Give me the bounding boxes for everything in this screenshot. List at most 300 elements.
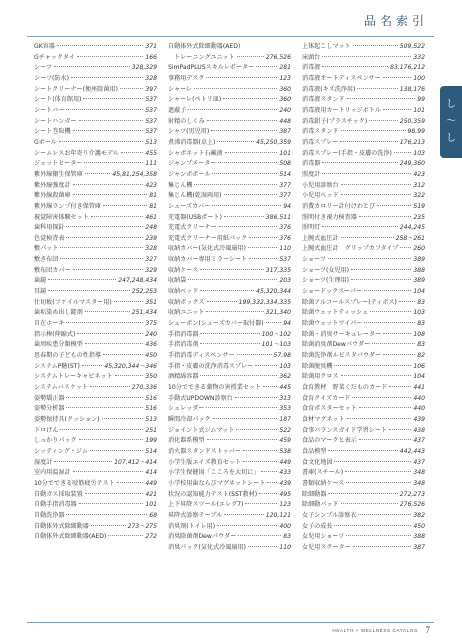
dot-leader	[85, 311, 130, 312]
index-entry[interactable]	[302, 330, 425, 341]
entry-term: ショーツ	[302, 256, 327, 264]
entry-term: 歯鏡	[34, 277, 47, 285]
index-entry[interactable]	[168, 266, 291, 277]
index-entry[interactable]	[168, 74, 291, 85]
index-entry[interactable]	[34, 202, 157, 213]
index-entry[interactable]	[168, 95, 291, 106]
index-entry[interactable]	[302, 127, 425, 138]
dot-leader	[90, 386, 130, 387]
index-entry[interactable]	[34, 490, 157, 501]
index-entry[interactable]	[34, 287, 157, 298]
index-entry[interactable]	[302, 106, 425, 117]
index-entry[interactable]	[302, 362, 425, 373]
index-entry[interactable]	[168, 383, 291, 394]
dot-leader	[359, 439, 412, 440]
index-entry[interactable]	[34, 522, 157, 533]
index-entry[interactable]	[302, 138, 425, 149]
entry-page-ref: 353	[279, 405, 291, 413]
index-entry[interactable]	[34, 106, 157, 117]
index-entry[interactable]	[302, 159, 425, 170]
index-entry[interactable]	[168, 213, 291, 224]
header-divider	[27, 36, 434, 37]
dot-leader	[235, 397, 278, 398]
index-entry[interactable]	[34, 223, 157, 234]
entry-term: 収納カバー(気化式冷風扇用)	[168, 245, 246, 253]
index-entry[interactable]	[34, 436, 157, 447]
dot-leader	[59, 141, 143, 142]
index-entry[interactable]	[34, 426, 157, 437]
entry-term: 10分でできる咬筋疲労テスト	[34, 479, 115, 487]
index-column-3	[302, 42, 425, 554]
entry-page-ref: 423	[145, 181, 157, 189]
dot-leader	[218, 162, 277, 163]
entry-term: 充電式クリーナー用紙パック	[168, 234, 248, 242]
entry-page-ref: 187	[279, 415, 291, 423]
entry-term: シートハンガー	[34, 117, 77, 125]
entry-page-ref: 440	[413, 405, 425, 413]
entry-page-ref: 513	[145, 415, 157, 423]
entry-term: シーツ(防水)	[34, 74, 69, 82]
entry-page-ref: 103	[413, 309, 425, 317]
entry-term: シューボン(シューズカバー取付器)	[168, 320, 264, 328]
index-entry[interactable]	[302, 170, 425, 181]
index-entry[interactable]	[302, 234, 425, 245]
entry-page-ref: 377	[279, 181, 291, 189]
dot-leader	[347, 418, 412, 419]
entry-page-ref: 98,99	[407, 128, 425, 136]
index-entry[interactable]	[34, 383, 157, 394]
dot-leader	[389, 386, 411, 387]
index-entry[interactable]	[302, 298, 425, 309]
index-entry[interactable]	[302, 53, 425, 64]
index-entry[interactable]	[168, 319, 291, 330]
entry-term: 消化器系模型	[168, 437, 205, 445]
dot-leader	[322, 162, 398, 163]
index-entry[interactable]	[168, 117, 291, 128]
dot-leader	[245, 503, 277, 504]
index-entry[interactable]	[34, 127, 157, 138]
index-entry[interactable]	[168, 479, 291, 490]
index-entry[interactable]	[34, 308, 157, 319]
dot-leader	[341, 237, 394, 238]
entry-term: 手指消毒器	[168, 330, 199, 338]
index-entry[interactable]	[34, 170, 157, 181]
dot-leader	[71, 77, 143, 78]
entry-page-ref: 328,329	[131, 64, 157, 72]
index-entry[interactable]	[34, 532, 157, 543]
index-entry[interactable]	[34, 468, 157, 479]
footer-divider	[27, 622, 434, 623]
entry-page-ref: 421	[145, 490, 157, 498]
index-entry[interactable]	[168, 340, 291, 351]
dot-leader	[85, 493, 144, 494]
index-entry[interactable]	[168, 415, 291, 426]
index-entry[interactable]	[34, 234, 157, 245]
dot-leader	[243, 461, 277, 462]
entry-term: 収納ベッド	[168, 288, 199, 296]
index-entry[interactable]	[302, 372, 425, 383]
dot-leader	[117, 482, 144, 483]
entry-page-ref: 108	[413, 330, 425, 338]
entry-page-ref: 45,320,344	[256, 288, 291, 296]
index-entry[interactable]	[168, 500, 291, 511]
entry-term: 集じん機(乾湿両用)	[168, 192, 222, 200]
index-entry[interactable]	[34, 500, 157, 511]
entry-term: 食材マグネット	[302, 415, 345, 423]
entry-page-ref: 327	[145, 256, 157, 264]
dot-leader	[219, 226, 278, 227]
index-entry[interactable]	[34, 330, 157, 341]
dot-leader	[370, 311, 411, 312]
entry-page-ref: 436	[145, 341, 157, 349]
entry-term: ショードックスーパー	[302, 288, 362, 296]
index-entry[interactable]	[302, 42, 425, 53]
entry-term: 自動洗浄器	[34, 511, 65, 519]
index-entry[interactable]	[34, 479, 157, 490]
dot-leader	[60, 429, 143, 430]
entry-page-ref: 376	[279, 224, 291, 232]
dot-leader	[383, 109, 411, 110]
dot-leader	[103, 205, 147, 206]
entry-term: 上腕式血圧計	[302, 234, 339, 242]
entry-page-ref: 239	[145, 234, 157, 242]
index-entry[interactable]	[34, 458, 157, 469]
index-entry[interactable]	[302, 266, 425, 277]
entry-term: 昇降式診察テーブル	[168, 511, 223, 519]
index-entry[interactable]	[168, 63, 291, 74]
index-entry[interactable]	[302, 468, 425, 479]
index-entry[interactable]	[168, 394, 291, 405]
index-entry[interactable]	[168, 170, 291, 181]
dot-leader	[224, 216, 264, 217]
entry-page-ref: 448	[279, 117, 291, 125]
dot-leader	[79, 439, 144, 440]
entry-page-ref: 449	[145, 479, 157, 487]
entry-page-ref: 276,526	[399, 501, 425, 509]
entry-page-ref: 100	[413, 74, 425, 82]
dot-leader	[217, 525, 277, 526]
dot-leader	[120, 88, 144, 89]
entry-term: シャボネット石鹸液	[168, 149, 223, 157]
index-entry[interactable]	[34, 42, 157, 53]
entry-page-ref: 348	[413, 479, 425, 487]
entry-term: 照明付き視力検査器	[302, 213, 357, 221]
index-entry[interactable]	[302, 532, 425, 543]
index-entry[interactable]	[302, 404, 425, 415]
index-entry[interactable]	[34, 213, 157, 224]
index-entry[interactable]	[34, 276, 157, 287]
entry-page-ref: 433	[279, 469, 291, 477]
index-entry[interactable]	[168, 532, 291, 543]
entry-page-ref: 322	[413, 192, 425, 200]
entry-page-ref: 386,511	[265, 213, 291, 221]
index-entry[interactable]	[302, 244, 425, 255]
index-entry[interactable]	[302, 308, 425, 319]
index-entry[interactable]	[34, 255, 157, 266]
entry-term: 食事バランスガイド学習シート	[302, 426, 387, 434]
index-entry[interactable]	[34, 447, 157, 458]
entry-term: 上体起こしマット	[302, 43, 351, 50]
index-entry[interactable]	[34, 117, 157, 128]
entry-term: 敷パット	[34, 245, 59, 253]
index-entry[interactable]	[168, 138, 291, 149]
entry-term: 視覚障害体験セット	[34, 213, 89, 221]
index-entry[interactable]	[302, 74, 425, 85]
index-entry[interactable]	[302, 63, 425, 74]
index-entry[interactable]	[302, 340, 425, 351]
index-entry[interactable]	[302, 458, 425, 469]
entry-term: 自動手指消毒器	[34, 501, 77, 509]
entry-term: 小児用ベッド	[302, 192, 339, 200]
index-entry[interactable]	[302, 149, 425, 160]
entry-page-ref: 328	[145, 74, 157, 82]
index-entry[interactable]	[302, 95, 425, 106]
index-entry[interactable]	[34, 63, 157, 74]
entry-term: 除菌脱臭機	[302, 362, 333, 370]
entry-page-ref: 450	[413, 522, 425, 530]
index-entry[interactable]	[34, 191, 157, 202]
index-entry[interactable]	[168, 223, 291, 234]
index-entry[interactable]	[168, 468, 291, 479]
entry-page-ref: 439	[279, 479, 291, 487]
entry-term: 紫外線ランプ付き保管庫	[34, 202, 102, 210]
index-entry[interactable]	[34, 372, 157, 383]
index-entry[interactable]	[302, 500, 425, 511]
index-entry[interactable]	[168, 42, 291, 53]
entry-page-ref: 244,245	[399, 224, 425, 232]
index-entry[interactable]	[168, 426, 291, 437]
index-entry[interactable]	[168, 287, 291, 298]
index-entry[interactable]	[302, 117, 425, 128]
entry-term: GK容器	[34, 43, 55, 50]
index-entry[interactable]	[168, 308, 291, 319]
dot-leader	[399, 301, 415, 302]
dot-leader	[66, 514, 147, 515]
entry-term: 収納ユニット	[168, 309, 205, 317]
dot-leader	[66, 109, 143, 110]
dot-leader	[211, 130, 277, 131]
index-entry[interactable]	[34, 244, 157, 255]
index-entry[interactable]	[34, 298, 157, 309]
dot-leader	[328, 450, 397, 451]
entry-term: 食文化地図	[302, 458, 333, 466]
entry-page-ref: 240	[145, 330, 157, 338]
index-entry[interactable]	[34, 319, 157, 330]
entry-page-ref: 362	[279, 373, 291, 381]
index-entry[interactable]	[302, 511, 425, 522]
page-header	[0, 0, 462, 38]
index-entry[interactable]	[168, 362, 291, 373]
index-entry[interactable]	[168, 436, 291, 447]
entry-term: 自動ガス採取装置	[34, 490, 83, 498]
index-entry[interactable]	[34, 362, 157, 373]
index-entry[interactable]	[302, 255, 425, 266]
entry-term: 消毒器	[302, 160, 321, 168]
dot-leader	[359, 216, 412, 217]
dot-leader	[212, 173, 277, 174]
index-entry[interactable]	[302, 213, 425, 224]
index-entry[interactable]	[302, 223, 425, 234]
index-entry[interactable]	[34, 394, 157, 405]
index-entry[interactable]	[168, 404, 291, 415]
entry-term: 除菌消臭剤Dewパウダー	[302, 341, 371, 349]
dot-leader	[334, 525, 411, 526]
entry-term: 女児用ショーツ	[302, 533, 345, 541]
index-entry[interactable]	[168, 244, 291, 255]
index-entry[interactable]	[34, 351, 157, 362]
dot-leader	[206, 311, 263, 312]
section-side-tab[interactable]	[440, 86, 462, 158]
index-entry[interactable]	[168, 490, 291, 501]
dot-leader	[322, 173, 411, 174]
index-entry[interactable]	[168, 511, 291, 522]
index-entry[interactable]	[168, 255, 291, 266]
index-entry[interactable]	[34, 74, 157, 85]
entry-page-ref: 312	[413, 181, 425, 189]
index-entry[interactable]	[302, 479, 425, 490]
entry-page-ref: 455	[145, 149, 157, 157]
index-entry[interactable]	[34, 266, 157, 277]
index-entry[interactable]	[34, 53, 157, 64]
index-entry[interactable]	[302, 287, 425, 298]
index-entry[interactable]	[168, 543, 291, 554]
side-tab-letter: 〜	[446, 116, 456, 127]
index-entry[interactable]	[34, 159, 157, 170]
index-entry[interactable]	[168, 85, 291, 96]
index-entry[interactable]	[168, 127, 291, 138]
entry-page-ref: 272,273	[399, 490, 425, 498]
index-entry[interactable]	[168, 106, 291, 117]
entry-term: 照明灯	[302, 224, 321, 232]
dot-leader	[206, 407, 277, 408]
dot-leader	[200, 269, 264, 270]
entry-term: 収納カバー専用ミラーシート	[168, 256, 248, 264]
entry-term: 除菌・消臭サーキュレーター	[302, 330, 382, 338]
dot-leader	[237, 354, 272, 355]
index-entry[interactable]	[168, 234, 291, 245]
dot-leader	[328, 493, 397, 494]
dot-leader	[340, 141, 397, 142]
index-entry[interactable]	[168, 53, 291, 64]
entry-term: 食育教材 野菜くだものカード	[302, 384, 388, 391]
dot-leader	[352, 397, 411, 398]
dot-leader	[236, 429, 277, 430]
dot-leader	[359, 407, 412, 408]
entry-page-ref: 495	[279, 490, 291, 498]
index-entry[interactable]	[302, 319, 425, 330]
index-entry[interactable]	[302, 276, 425, 287]
entry-page-ref: 199	[145, 437, 157, 445]
index-entry[interactable]	[302, 394, 425, 405]
index-entry[interactable]	[302, 415, 425, 426]
dot-leader	[188, 279, 277, 280]
index-entry[interactable]	[34, 85, 157, 96]
entry-page-ref: 328	[145, 245, 157, 253]
entry-page-ref: 111	[145, 160, 157, 168]
index-entry[interactable]	[168, 298, 291, 309]
entry-page-ref: 321,340	[265, 309, 291, 317]
entry-page-ref: 57,98	[273, 352, 291, 360]
index-entry[interactable]	[168, 159, 291, 170]
entry-page-ref: 270,336	[131, 384, 157, 391]
index-entry[interactable]	[168, 202, 291, 213]
index-entry[interactable]	[34, 415, 157, 426]
entry-page-ref: 45,250,359	[256, 138, 291, 146]
entry-term: 湿度計	[34, 458, 53, 466]
entry-page-ref: 449	[279, 458, 291, 466]
dot-leader	[73, 471, 144, 472]
index-entry[interactable]	[168, 330, 291, 341]
entry-page-ref: 249,360	[399, 160, 425, 168]
dot-leader	[66, 397, 143, 398]
index-entry[interactable]	[168, 191, 291, 202]
index-entry[interactable]	[302, 202, 425, 213]
entry-term: 手動式UPDOWN診察台	[168, 394, 233, 402]
entry-term: 充電器(USBポート)	[168, 213, 222, 221]
dot-leader	[224, 194, 278, 195]
index-entry[interactable]	[168, 458, 291, 469]
dot-leader	[66, 237, 143, 238]
entry-page-ref: 360	[279, 96, 291, 104]
entry-term: システムバスケット	[34, 384, 88, 391]
entry-term: シート(体育館用)	[34, 96, 82, 104]
index-entry[interactable]	[302, 351, 425, 362]
entry-term: 除菌洗浄剤ルビスタパウダー	[302, 352, 382, 360]
index-entry[interactable]	[302, 191, 425, 202]
index-entry[interactable]	[168, 372, 291, 383]
index-entry[interactable]	[34, 404, 157, 415]
index-entry[interactable]	[168, 447, 291, 458]
entry-term: 照度計	[302, 170, 321, 178]
entry-term: ジョイント式ジムマット	[168, 426, 235, 434]
index-entry[interactable]	[34, 340, 157, 351]
entry-term: 小学生保健図「こころを大切に」	[168, 469, 260, 477]
dot-leader	[79, 503, 144, 504]
index-entry[interactable]	[302, 383, 425, 394]
index-entry[interactable]	[168, 276, 291, 287]
index-entry[interactable]	[168, 351, 291, 362]
index-entry[interactable]	[302, 436, 425, 447]
index-entry[interactable]	[168, 181, 291, 192]
index-entry[interactable]	[34, 181, 157, 192]
dot-leader	[206, 77, 277, 78]
index-entry[interactable]	[302, 426, 425, 437]
entry-page-ref: 276,526	[265, 53, 291, 61]
entry-term: 消臭パック(気化式冷風扇用)	[168, 543, 246, 551]
index-entry[interactable]	[302, 522, 425, 533]
index-entry[interactable]	[302, 85, 425, 96]
index-entry[interactable]	[168, 149, 291, 160]
entry-term: 消毒液用カートリッジボトル	[302, 106, 381, 114]
dot-leader	[91, 216, 144, 217]
entry-term: 小児用診察台	[302, 181, 339, 189]
index-entry[interactable]	[34, 138, 157, 149]
index-entry[interactable]	[168, 522, 291, 533]
index-entry[interactable]	[302, 490, 425, 501]
index-entry[interactable]	[34, 511, 157, 522]
entry-term: ジャンプメーター	[168, 160, 217, 168]
index-entry[interactable]	[34, 149, 157, 160]
index-entry[interactable]	[302, 543, 425, 554]
entry-page-ref: 442,443	[399, 447, 425, 455]
entry-term: 小学校用歯ならびマグネットシート	[168, 479, 266, 487]
index-entry[interactable]	[302, 181, 425, 192]
index-entry[interactable]	[302, 447, 425, 458]
dot-leader	[200, 333, 259, 334]
side-tab-letter: し	[446, 133, 456, 144]
dot-leader	[48, 290, 130, 291]
index-entry[interactable]	[34, 95, 157, 106]
